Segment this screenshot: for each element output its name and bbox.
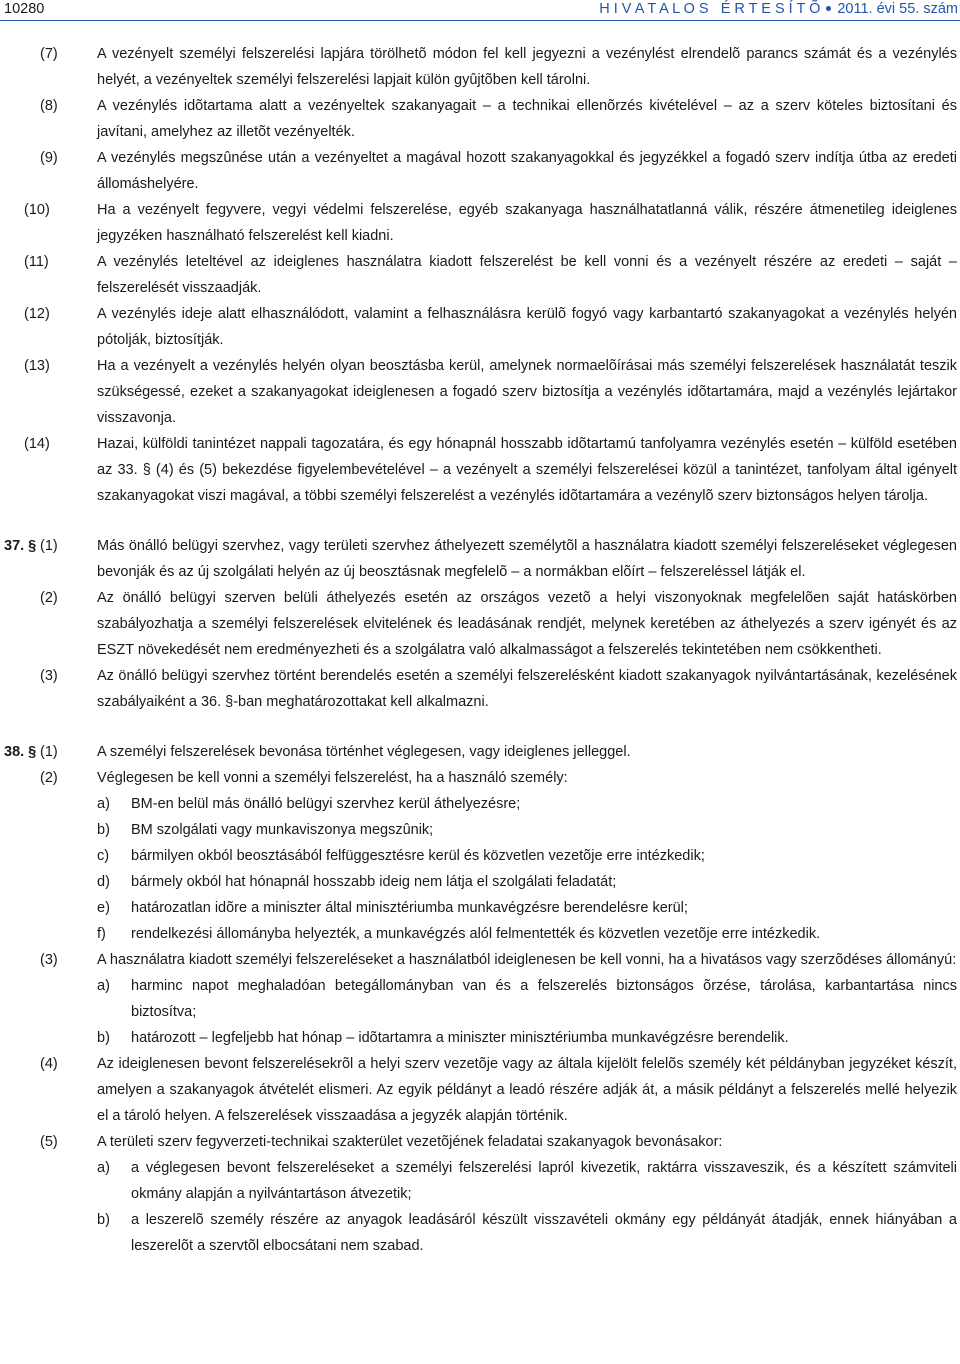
paragraph-text: Az önálló belügyi szerven belüli áthelyezés esetén az országos vezetõ a helyi viszonyoknak megfelelõen saját hatáskörben szabályozhatja a személyi felszerelések elvitelének és leadásának rendjét, melynek keretében az áthelyezés a szerv igényét és az ESZT növekedését nem eredményezheti és a szolgálatra való alkalmasságot a felszerelés tekintetében nem csökkentheti. (97, 590, 957, 658)
paragraph-text: A vezénylés megszûnése után a vezényeltet a magával hozott szakanyagokkal és jegyzékkel a fogadó szerv indítja útba az eredeti állomáshelyére. (97, 150, 957, 192)
paragraph-text: A vezénylés leteltével az ideiglenes használatra kiadott felszerelést be kell vonni és a vezényelt részére az eredeti – saját – felszerelését visszaadják. (97, 254, 957, 296)
item-text: határozatlan idõre a miniszter által minisztériumba munkavégzésre berendelésre kerül; (131, 900, 688, 916)
paragraph-number: (1) (40, 538, 58, 554)
section-number: 37. § (4, 538, 37, 554)
list-item (0, 791, 960, 817)
paragraph-text: Az ideiglenesen bevont felszerelésekrõl a helyi szerv vezetõje vagy az általa kijelölt felelõs személy két példányban jegyzéket készít, amelyen a szakanyagok átvételét elismeri. Az egyik példányt a leadó részére adják át, a másik példányt a felszerelés mellé helyezik el a tároló helyen. A felszerelések visszaadása a jegyzék alapján történik. (97, 1056, 957, 1124)
paragraph-text: A használatra kiadott személyi felszereléseket a használatból ideiglenesen be kell vonni, ha a hivatásos vagy szerzõdéses állományú: (97, 952, 957, 968)
paragraph-number: (9) (40, 150, 58, 166)
item-letter: e) (97, 900, 110, 916)
section-37 (0, 533, 960, 715)
paragraph-number: (14) (24, 436, 50, 452)
paragraph-number: (2) (40, 590, 58, 606)
paragraph (0, 431, 960, 509)
header-rule (0, 20, 960, 21)
item-text: harminc napot meghaladóan betegállományban van és a felszerelés biztonságos õrzése, tárolása, karbantartása nincs biztosítva; (131, 978, 957, 1020)
paragraph (0, 947, 960, 973)
page-number: 10280 (4, 1, 45, 17)
paragraph (0, 145, 960, 197)
item-letter: a) (97, 978, 110, 994)
list-item (0, 973, 960, 1025)
item-text: bármely okból hat hónapnál hosszabb ideig nem látja el szolgálati feladatát; (131, 874, 617, 890)
publication-title: H I V A T A L O S É R T E S Í T Õ (599, 1, 821, 17)
paragraph-number: (10) (24, 202, 50, 218)
paragraph-text: Hazai, külföldi tanintézet nappali tagozatára, és egy hónapnál hosszabb idõtartamú tanfolyamra vezénylés esetén – külföld esetében az 33. § (4) és (5) bekezdése figyelembevételével – a vezényelt a személyi felszerelései közül a tanintézet, tanfolyam által igényelt szakanyagokat viszi magával, a többi személyi felszerelést a vezénylés idõtartamára a vezénylõ szerv biztonságos helyen tárolja. (97, 436, 957, 504)
list-item (0, 895, 960, 921)
paragraph-number: (12) (24, 306, 50, 322)
paragraph-number: (3) (40, 952, 58, 968)
paragraph (0, 197, 960, 249)
item-letter: b) (97, 1212, 110, 1228)
item-text: a véglegesen bevont felszereléseket a személyi felszerelési lapról kivezetik, raktárra visszaveszik, és a készített számviteli okmány alapján a nyilvántartáson átvezetik; (131, 1160, 957, 1202)
list-item (0, 817, 960, 843)
list-item (0, 1025, 960, 1051)
paragraph (0, 93, 960, 145)
list-item (0, 843, 960, 869)
paragraph (0, 585, 960, 663)
bullet-icon (826, 6, 831, 11)
issue-number: 2011. évi 55. szám (837, 1, 958, 17)
item-letter: b) (97, 1030, 110, 1046)
paragraph (0, 301, 960, 353)
item-text: BM-en belül más önálló belügyi szervhez kerül áthelyezésre; (131, 796, 521, 812)
paragraph-text: Ha a vezényelt a vezénylés helyén olyan beosztásba kerül, amelynek normaelõírásai más személyi felszerelések használatát teszik szükségessé, ezeket a szakanyagokat ideiglenesen a fogadó szerv biztosítja a vezénylés idõtartamára, majd a vezénylés lejártakor visszavonja. (97, 358, 957, 426)
paragraph-text: Az önálló belügyi szervhez történt berendelés esetén a személyi felszerelésként kiadott szakanyagok nyilvántartásának, kezelésének szabályaiként a 36. §-ban meghatározottakat kell alkalmazni. (97, 668, 957, 710)
item-text: rendelkezési állományba helyezték, a munkavégzés alól felmentették és közvetlen vezetõje erre intézkedik. (131, 926, 821, 942)
paragraph (0, 41, 960, 93)
paragraph-text: A személyi felszerelések bevonása történhet véglegesen, vagy ideiglenes jelleggel. (97, 744, 631, 760)
paragraph-text: A vezénylés ideje alatt elhasználódott, valamint a felhasználásra kerülõ fogyó vagy karbantartó szakanyagokat a vezénylés helyén pótolják, biztosítják. (97, 306, 957, 348)
item-letter: f) (97, 926, 106, 942)
paragraph-number: (11) (24, 254, 49, 270)
publication-info (599, 1, 958, 17)
item-text: a leszerelõ személy részére az anyagok leadásáról készült visszavételi okmány egy példányát átadják, ennek hiányában a leszerelõt a szervtõl elbocsátani nem szabad. (131, 1212, 957, 1254)
item-letter: d) (97, 874, 110, 890)
paragraph-number: (3) (40, 668, 58, 684)
paragraph-text: Más önálló belügyi szervhez, vagy területi szervhez áthelyezett személytõl a használatra kiadott személyi felszereléseket véglegesen bevonják és az új szolgálati helyén az új beosztásnak megfelelõ – a normákban elõírt – felszereléssel látják el. (97, 538, 957, 580)
item-letter: c) (97, 848, 110, 864)
list-item (0, 921, 960, 947)
paragraph-number: (4) (40, 1056, 58, 1072)
paragraph-text: A vezényelt személyi felszerelési lapjára törölhetõ módon fel kell jegyezni a vezénylést elrendelõ parancs számát és a vezénylés helyét, a vezényeltek személyi felszerelési lapjait külön gyûjtõben kell tárolni. (97, 46, 957, 88)
paragraph-number: (8) (40, 98, 58, 114)
list-item (0, 1155, 960, 1207)
paragraph-text: Ha a vezényelt fegyvere, vegyi védelmi felszerelése, egyéb szakanyaga használhatatlanná válik, részére átmenetileg ideiglenes jegyzéken használható felszerelést kell kiadni. (97, 202, 957, 244)
list-item (0, 869, 960, 895)
section36-continuation (0, 41, 960, 509)
paragraph-number: (2) (40, 770, 58, 786)
paragraph (0, 533, 960, 585)
item-letter: b) (97, 822, 110, 838)
paragraph-number: (1) (40, 744, 58, 760)
paragraph-text: A területi szerv fegyverzeti-technikai szakterület vezetõjének feladatai szakanyagok bevonásakor: (97, 1134, 723, 1150)
document-body (0, 41, 960, 1259)
paragraph (0, 353, 960, 431)
section-number: 38. § (4, 744, 37, 760)
paragraph-text: A vezénylés idõtartama alatt a vezényeltek szakanyagait – a technikai ellenõrzés kivételével – az a szerv köteles biztosítani és javítani, amelyhez az illetõt vezényelték. (97, 98, 957, 140)
paragraph-number: (5) (40, 1134, 58, 1150)
paragraph (0, 1129, 960, 1155)
paragraph-number: (7) (40, 46, 58, 62)
item-letter: a) (97, 796, 110, 812)
list-item (0, 1207, 960, 1259)
item-text: bármilyen okból beosztásából felfüggesztésre kerül és közvetlen vezetõje erre intézkedik; (131, 848, 705, 864)
paragraph (0, 1051, 960, 1129)
section-38 (0, 739, 960, 1259)
paragraph (0, 765, 960, 791)
page-header (0, 0, 960, 20)
paragraph-text: Véglegesen be kell vonni a személyi felszerelést, ha a használó személy: (97, 770, 568, 786)
paragraph (0, 739, 960, 765)
paragraph (0, 249, 960, 301)
paragraph-number: (13) (24, 358, 50, 374)
item-text: BM szolgálati vagy munkaviszonya megszûnik; (131, 822, 434, 838)
paragraph (0, 663, 960, 715)
item-letter: a) (97, 1160, 110, 1176)
item-text: határozott – legfeljebb hat hónap – idõtartamra a miniszter minisztériumba munkavégzésre berendelik. (131, 1030, 789, 1046)
